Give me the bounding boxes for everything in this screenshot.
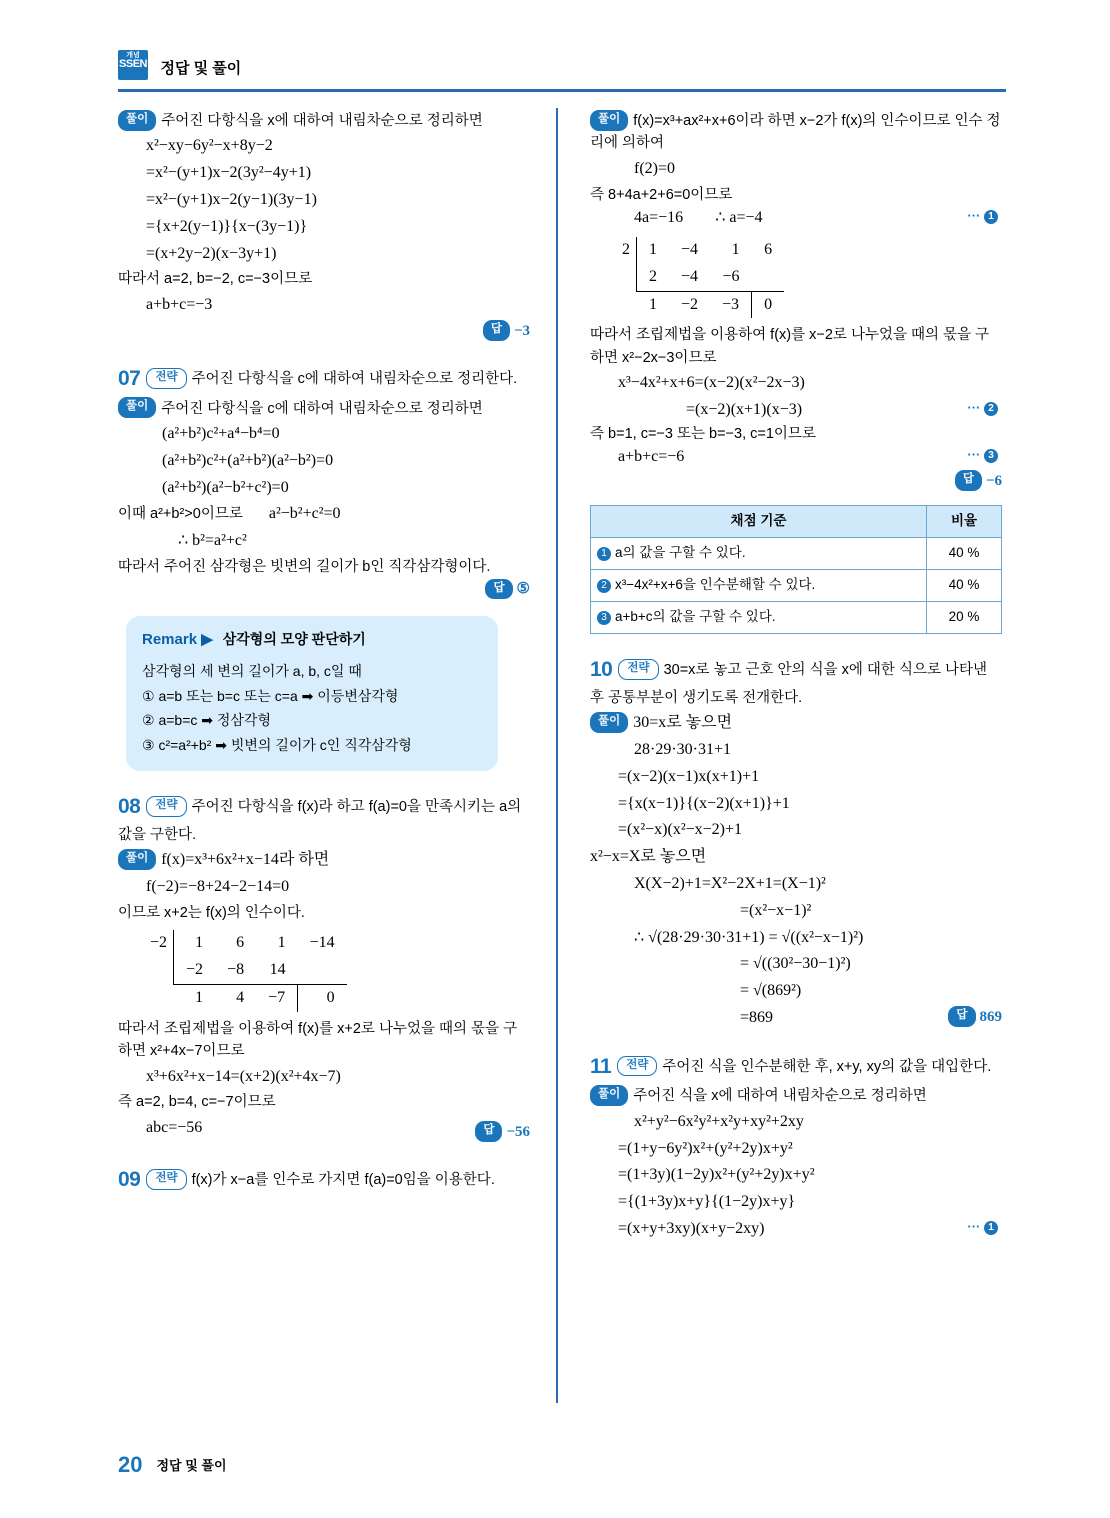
math-line: =(x−2)(x+1)(x−3) <box>686 401 803 419</box>
solution-tag: 풀이 <box>118 397 156 418</box>
page-header <box>118 50 1050 92</box>
strategy-tag: 전략 <box>146 1169 186 1190</box>
remark-label: Remark ▶ <box>142 630 213 648</box>
solution-intro: 주어진 다항식을 c에 대하여 내림차순으로 정리하면 <box>161 400 483 417</box>
table-row <box>591 570 1002 602</box>
division-cell: −6 <box>722 267 740 285</box>
step-marker: ··· 1 <box>967 1217 1002 1237</box>
solution-tag: 풀이 <box>118 849 156 870</box>
division-cell: 1 <box>174 984 216 1011</box>
step-marker: ··· 2 <box>967 398 1002 418</box>
brand-logo <box>118 50 148 80</box>
answer-tag: 답 <box>483 320 510 341</box>
math-line: (a²+b²)c²+a⁴−b⁴=0 <box>162 424 280 442</box>
division-cell: 1 <box>731 241 740 258</box>
remark-item: ② a=b=c ➡ 정삼각형 <box>142 712 271 729</box>
division-remainder: 0 <box>752 291 785 318</box>
solution-intro: 30=x로 놓으면 <box>633 714 733 732</box>
math-line: =(1+y−6y²)x²+(y²+2y)x+y² <box>618 1139 793 1157</box>
division-cell: −4 <box>681 267 699 285</box>
left-column <box>118 110 530 1198</box>
division-cell: 14 <box>269 961 286 979</box>
division-cell: 1 <box>174 930 216 957</box>
remark-body <box>142 659 482 757</box>
question-09 <box>118 1164 530 1197</box>
solution-note <box>118 502 530 527</box>
math-line: ={x(x−1)}{(x−2)(x+1)}+1 <box>618 794 790 812</box>
solution-line-3 <box>590 206 1002 231</box>
table-row <box>591 538 1002 570</box>
remark-box <box>126 616 498 771</box>
identity-line-2 <box>590 398 1002 423</box>
continued-solution-result: a+b+c=−3 <box>146 295 213 313</box>
table-row <box>610 237 784 264</box>
step-number: 1 <box>597 547 611 561</box>
math-line: X(X−2)+1=X²−2X+1=(X−1)² <box>634 874 826 892</box>
column-divider <box>556 108 558 1403</box>
solution-result: a+b+c=−6 <box>618 448 685 466</box>
answer-value: −56 <box>506 1123 530 1140</box>
synthetic-division-08 <box>118 930 530 1011</box>
brand-logo-line2: SSEN <box>119 58 147 71</box>
continued-solution-intro: 주어진 다항식을 x에 대하여 내림차순으로 정리하면 <box>161 113 483 129</box>
final-line <box>590 1006 1002 1031</box>
solution-tag: 풀이 <box>590 712 628 733</box>
answer-line <box>118 320 530 343</box>
step-marker: ··· 3 <box>967 445 1002 465</box>
question-number: 08 <box>118 795 141 819</box>
rubric-criteria-text: a의 값을 구할 수 있다. <box>615 545 746 561</box>
answer-value: 869 <box>979 1008 1002 1025</box>
division-divisor: −2 <box>150 934 168 952</box>
table-row <box>610 264 784 291</box>
math-line: =x²−(y+1)x−2(3y²−4y+1) <box>146 164 312 182</box>
division-cell <box>138 957 174 984</box>
question-number: 11 <box>590 1054 612 1078</box>
solution-conclusion-2: 즉 b=1, c=−3 또는 b=−3, c=1이므로 <box>590 425 816 442</box>
math-line: =(x²−x−1)² <box>740 901 812 919</box>
table-row <box>610 291 784 318</box>
continued-solution <box>118 110 530 343</box>
page-title: 정답 및 풀이 <box>160 59 242 77</box>
answer-value: −6 <box>985 473 1002 490</box>
math-line: 28·29·30·31+1 <box>634 740 732 758</box>
step-number: 3 <box>984 449 998 463</box>
answer-line <box>590 470 1002 493</box>
final-line <box>590 1217 1002 1242</box>
math-line: =(1+3y)(1−2y)x²+(y²+2y)x+y² <box>618 1166 815 1184</box>
rubric-ratio: 20 % <box>927 602 1002 634</box>
step-number: 2 <box>984 402 998 416</box>
solution-intro: 주어진 식을 x에 대하여 내림차순으로 정리하면 <box>633 1088 927 1105</box>
division-divisor: 2 <box>622 241 630 258</box>
solution-tag: 풀이 <box>590 1085 628 1106</box>
rubric-header-ratio-text: 비율 <box>950 513 978 529</box>
math-line: =869 <box>740 1008 774 1026</box>
answer-value: ⑤ <box>516 581 530 598</box>
rubric-table <box>590 505 1002 634</box>
question-number: 07 <box>118 366 141 390</box>
solution-line: 즉 8+4a+2+6=0이므로 <box>590 186 733 203</box>
solution-intro: f(x)=x³+6x²+x−14라 하면 <box>161 851 330 869</box>
question-07-solution <box>118 398 530 602</box>
answer-value: −3 <box>513 322 530 339</box>
math-line: =(x+2y−2)(x−3y+1) <box>146 244 277 262</box>
result-line <box>590 445 1002 470</box>
division-cell: 1 <box>637 237 670 264</box>
strategy-tag: 전략 <box>146 368 186 389</box>
solution-tag: 풀이 <box>118 110 156 131</box>
math-line: = √((30²−30−1)²) <box>740 955 851 973</box>
math-line: f(−2)=−8+24−2−14=0 <box>146 877 290 895</box>
header-divider <box>118 89 1006 92</box>
substitution-note: x²−x=X로 놓으면 <box>590 848 707 866</box>
division-cell: −7 <box>256 984 298 1011</box>
rubric-criteria <box>591 538 927 570</box>
division-cell: 6 <box>764 241 773 258</box>
math-line: x³+6x²+x−14=(x+2)(x²+4x−7) <box>146 1067 341 1085</box>
solution-conclusion-2: 즉 a=2, b=4, c=−7이므로 <box>118 1094 276 1111</box>
question-number: 09 <box>118 1167 141 1191</box>
solution-conclusion-1: 따라서 조립제법을 이용하여 f(x)를 x+2로 나누었을 때의 몫을 구하면 x²+4x−7이므로 <box>118 1020 518 1060</box>
strategy-text: 주어진 식을 인수분해한 후, x+y, xy의 값을 대입한다. <box>662 1058 992 1075</box>
rubric-criteria <box>591 602 927 634</box>
footer-label: 정답 및 풀이 <box>156 1458 227 1473</box>
rubric-header-ratio <box>927 506 1002 538</box>
rubric-criteria-text: x³−4x²+x+6을 인수분해할 수 있다. <box>615 577 816 593</box>
remark-intro: 삼각형의 세 변의 길이가 a, b, c일 때 <box>142 663 362 680</box>
strategy-text: f(x)가 x−a를 인수로 가지면 f(a)=0임을 이용한다. <box>191 1171 495 1188</box>
division-cell: 4 <box>215 984 256 1011</box>
math-line: =(x−2)(x−1)x(x+1)+1 <box>618 767 760 785</box>
strategy-text: 주어진 다항식을 f(x)라 하고 f(a)=0을 만족시키는 a의 값을 구한다. <box>118 799 522 843</box>
division-cell: −4 <box>681 241 699 258</box>
question-11-solution <box>590 1085 1002 1241</box>
step-marker: ··· 1 <box>967 206 1002 226</box>
continued-solution-conclusion: 따라서 a=2, b=−2, c=−3이므로 <box>118 271 313 288</box>
math-line: 4a=−16 <box>634 209 684 227</box>
right-column <box>590 110 1002 1248</box>
division-cell <box>752 264 785 291</box>
step-number: 3 <box>597 611 611 625</box>
math-line: (a²+b²)c²+(a²+b²)(a²−b²)=0 <box>162 451 334 469</box>
division-cell: −14 <box>309 934 335 952</box>
answer-tag: 답 <box>948 1006 975 1027</box>
solution-tag: 풀이 <box>590 110 628 131</box>
math-line: ∴ a=−4 <box>715 209 763 227</box>
division-cell: 2 <box>637 264 670 291</box>
step-number: 2 <box>597 579 611 593</box>
math-line: =(x²−x)(x²−x−2)+1 <box>618 821 743 839</box>
strategy-text: 30=x로 놓고 근호 안의 식을 x에 대한 식으로 나타낸 후 공통부분이 생기도록 전개한다. <box>590 662 988 706</box>
math-line: =x²−(y+1)x−2(y−1)(3y−1) <box>146 191 317 209</box>
division-cell: 1 <box>637 291 670 318</box>
math-line: x²+y²−6x²y²+x²y+xy²+2xy <box>634 1112 804 1130</box>
solution-conclusion-1: 따라서 조립제법을 이용하여 f(x)를 x−2로 나누었을 때의 몫을 구하면 x²−2x−3이므로 <box>590 327 990 366</box>
remark-item: ① a=b 또는 b=c 또는 c=a ➡ 이등변삼각형 <box>142 687 399 704</box>
division-cell <box>298 957 347 984</box>
answer-tag: 답 <box>485 579 512 600</box>
division-cell <box>138 984 174 1011</box>
rubric-ratio: 40 % <box>927 570 1002 602</box>
math-line: x³−4x²+x+6=(x−2)(x²−2x−3) <box>618 374 805 392</box>
table-row <box>591 602 1002 634</box>
math-line: (a²+b²)(a²−b²+c²)=0 <box>162 478 289 496</box>
math-line: x²−xy−6y²−x+8y−2 <box>146 137 273 155</box>
math-line: ∴ √(28·29·30·31+1) = √((x²−x−1)²) <box>634 928 864 946</box>
division-cell: −8 <box>227 961 245 979</box>
solution-conclusion: 따라서 주어진 삼각형은 빗변의 길이가 b인 직각삼각형이다. <box>118 558 491 575</box>
remark-title: 삼각형의 모양 판단하기 <box>222 630 366 647</box>
step-number: 1 <box>984 210 998 224</box>
solution-result: abc=−56 <box>146 1118 203 1136</box>
division-cell: −2 <box>174 957 216 984</box>
question-08 <box>118 791 530 846</box>
rubric-header-criteria <box>591 506 927 538</box>
table-row <box>138 930 347 957</box>
division-remainder: 0 <box>298 984 347 1011</box>
solution-therefore: ∴ b²=a²+c² <box>178 532 247 550</box>
division-cell <box>610 291 637 318</box>
synthetic-division-table <box>610 237 784 318</box>
table-row <box>138 957 347 984</box>
strategy-tag: 전략 <box>617 1056 657 1077</box>
division-cell: 6 <box>236 934 245 952</box>
question-09-solution <box>590 110 1002 493</box>
division-cell: −3 <box>710 291 752 318</box>
synthetic-division-09 <box>590 237 1002 318</box>
rubric-criteria <box>591 570 927 602</box>
question-10-solution <box>590 711 1002 1031</box>
solution-note-text: 이때 a²+b²>0이므로 <box>118 506 243 523</box>
strategy-tag: 전략 <box>618 659 658 680</box>
question-10 <box>590 654 1002 709</box>
synthetic-division-table <box>138 930 347 1011</box>
answer-line <box>948 1006 1002 1029</box>
table-header-row <box>591 506 1002 538</box>
division-cell: 1 <box>277 934 286 952</box>
question-08-solution <box>118 848 530 1144</box>
math-line: f(2)=0 <box>634 159 676 177</box>
page-number: 20 <box>118 1452 143 1477</box>
division-cell <box>610 264 637 291</box>
brand-logo-line1: 개념 <box>126 52 140 59</box>
strategy-tag: 전략 <box>146 796 186 817</box>
table-row <box>138 984 347 1011</box>
math-line: =(x+y+3xy)(x+y−2xy) <box>618 1219 765 1237</box>
rubric-header-criteria-text: 채점 기준 <box>730 513 787 529</box>
remark-item: ③ c²=a²+b² ➡ 빗변의 길이가 c인 직각삼각형 <box>142 736 412 753</box>
step-number: 1 <box>984 1221 998 1235</box>
rubric-criteria-text: a+b+c의 값을 구할 수 있다. <box>615 609 776 625</box>
answer-line <box>118 578 530 601</box>
page-footer <box>118 1452 227 1478</box>
math-line: ={x+2(y−1)}{x−(3y−1)} <box>146 217 308 235</box>
strategy-text: 주어진 다항식을 c에 대하여 내림차순으로 정리한다. <box>191 371 518 388</box>
solution-note: 이므로 x+2는 f(x)의 인수이다. <box>118 904 305 921</box>
division-cell: −2 <box>669 291 710 318</box>
question-number: 10 <box>590 658 613 682</box>
answer-tag: 답 <box>475 1121 502 1142</box>
math-line: ={(1+3y)x+y}{(1−2y)x+y} <box>618 1193 796 1211</box>
question-07 <box>118 363 530 396</box>
math-line: = √(869²) <box>740 982 802 1000</box>
rubric-ratio: 40 % <box>927 538 1002 570</box>
solution-note-eq: a²−b²+c²=0 <box>268 505 341 523</box>
solution-intro: f(x)=x³+ax²+x+6이라 하면 x−2가 f(x)의 인수이므로 인수 정리에 의하여 <box>590 113 1001 152</box>
answer-tag: 답 <box>955 470 982 491</box>
question-11 <box>590 1051 1002 1084</box>
